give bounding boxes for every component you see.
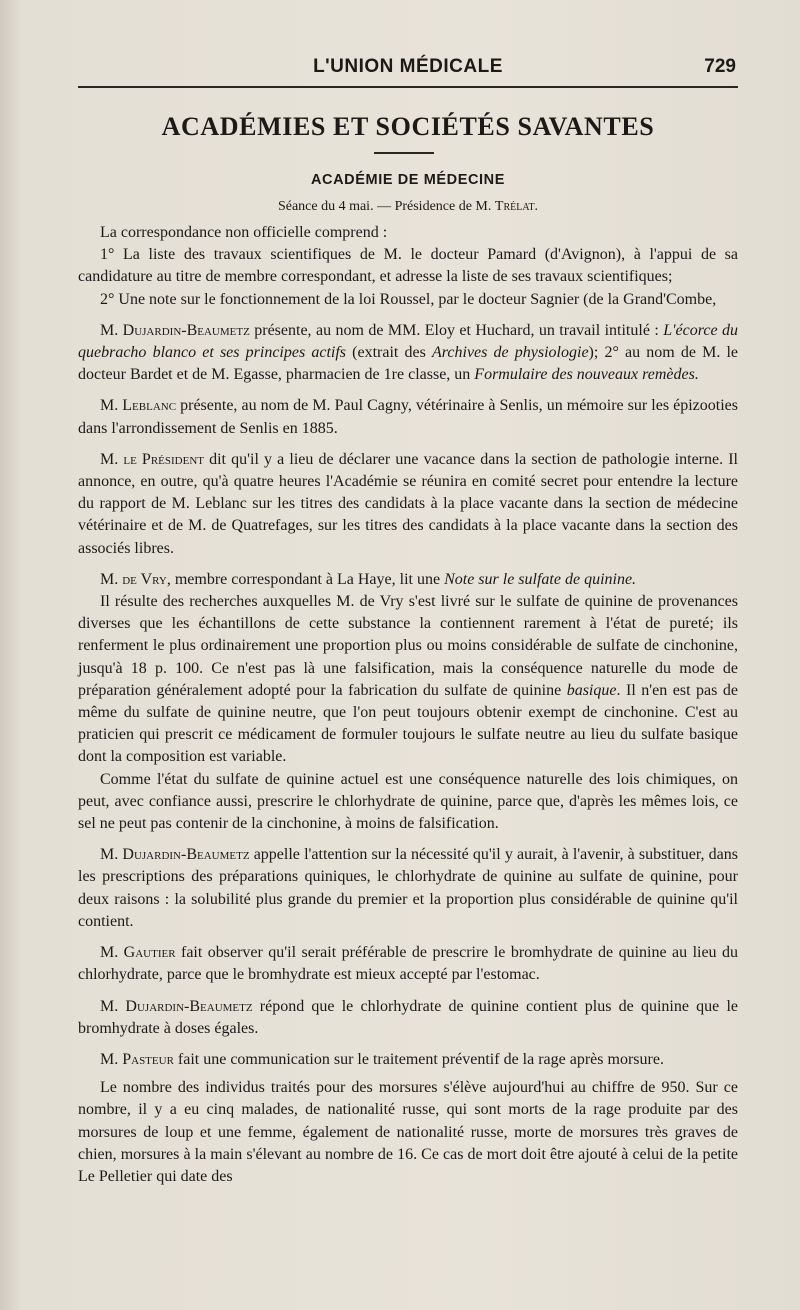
paragraph-leblanc: M. Leblanc présente, au nom de M. Paul Cagny, vétérinaire à Senlis, un mémoire sur les épizooties dans l'arrondissement de Senlis en 1885.	[78, 397, 738, 437]
paragraph-quinine-results: Il résulte des recherches auxquelles M. de Vry s'est livré sur le sulfate de quinine de provenances diverses que les échantillons de cette substance la contiennent rarement à l'état de pureté; ils renferment le plus ordinairement une proportion plus ou moins considérable de sulfate de cinchonine, jusqu'à 18 p. 100. Ce n'est pas là une falsification, mais la conséquence naturelle du mode de préparation généralement adopté pour la fabrication du sulfate de quinine basique. Il n'en est pas de même du sulfate de quinine neutre, que l'on peut toujours obtenir exempt de cinchonine. C'est au praticien qui prescrit ce médicament de formuler toujours le sulfate neutre au lieu du sulfate basique dont la composition est variable.	[78, 593, 738, 766]
paragraph-president: M. le Président dit qu'il y a lieu de déclarer une vacance dans la section de pathologie interne. Il annonce, en outre, qu'à quatre heures l'Académie se réunira en comité secret pour entendre la lecture du rapport de M. Leblanc sur les titres des candidats à la place vacante dans la section de médecine vétérinaire et de M. de Quatrefages, sur les titres des candidats à la place vacante dans la section des associés libres.	[78, 450, 738, 557]
speaker-name: M. Dujardin-Beaumetz	[100, 997, 253, 1015]
speaker-name: M. Dujardin-Beaumetz	[100, 321, 250, 339]
page-header	[78, 52, 738, 84]
formulary-title: Formulaire des nouveaux remèdes.	[474, 366, 699, 384]
page-number: 729	[704, 56, 736, 77]
running-title: L'UNION MÉDICALE	[313, 56, 503, 77]
speaker-name: M. le Président	[100, 450, 204, 468]
section-divider	[374, 152, 434, 154]
journal-title: Archives de physiologie	[432, 344, 589, 362]
speaker-name: M. Pasteur	[100, 1050, 174, 1068]
speaker-name: M. de Vry	[100, 570, 167, 588]
paragraph-de-vry: M. de Vry, membre correspondant à La Haye, lit une Note sur le sulfate de quinine.	[100, 570, 637, 588]
paragraph-item-1: 1° La liste des travaux scientifiques de M. le docteur Pamard (d'Avignon), à l'appui de sa candidature au titre de membre correspondant, et adresse la liste de ses travaux scientifiques;	[78, 246, 738, 286]
header-rule	[78, 86, 738, 88]
paragraph-dujardin-1: M. Dujardin-Beaumetz présente, au nom de MM. Eloy et Huchard, un travail intitulé : L'écorce du quebracho blanco et ses principes actifs (extrait des Archives de physiologie); 2° au nom de M. le docteur Bardet et de M. Egasse, pharmacien de 1re classe, un Formulaire des nouveaux remèdes.	[78, 321, 739, 384]
paragraph-item-2: 2° Une note sur le fonctionnement de la loi Roussel, par le docteur Sagnier (de la Grand'Combe,	[100, 290, 717, 308]
speaker-name: M. Gautier	[100, 944, 176, 962]
session-president: Trélat.	[494, 199, 539, 214]
paragraph-rabies-cases: Le nombre des individus traités pour des morsures s'élève aujourd'hui au chiffre de 950. Sur ce nombre, il y a eu cinq malades, de nationalité russe, qui sont morts de la rage produite par des morsures de loup et une femme, également de nationalité russe, morte de morsures très graves de chien, morsures à la main s'élevant au nombre de 16. Ce cas de mort doit être ajouté à celui de la petite Le Pelletier qui date des	[78, 1079, 738, 1185]
session-line	[78, 199, 738, 215]
article-body	[78, 222, 738, 1188]
work-title: L'écorce du quebracho blanco et ses principes actifs	[78, 321, 739, 362]
paragraph-correspondence: La correspondance non officielle comprend :	[100, 224, 388, 241]
note-title: Note sur le sulfate de quinine.	[444, 570, 637, 588]
subsection-title: ACADÉMIE DE MÉDECINE	[310, 172, 506, 188]
section-title: ACADÉMIES ET SOCIÉTÉS SAVANTES	[161, 112, 655, 141]
session-text: Séance du 4 mai. — Présidence de M.	[277, 199, 492, 214]
paragraph-dujardin-2: M. Dujardin-Beaumetz appelle l'attention sur la nécessité qu'il y aurait, à l'avenir, à substituer, dans les prescriptions des préparations quiniques, le chlorhydrate de quinine au sulfate de quinine, pour deux raisons : la solubilité plus grande du premier et la proportion plus considérable de quinine qu'il contient.	[78, 846, 738, 930]
speaker-name: M. Dujardin-Beaumetz	[100, 846, 250, 864]
paragraph-chlorhydrate: Comme l'état du sulfate de quinine actuel est une conséquence naturelle des lois chimiques, on peut, avec confiance aussi, prescrire le chlorhydrate de quinine, parce que, d'après les mêmes lois, ce sel ne peut pas contenir de la cinchonine, à moins de falsification.	[78, 770, 738, 833]
paragraph-dujardin-3: M. Dujardin-Beaumetz répond que le chlorhydrate de quinine contient plus de quinine que le bromhydrate à doses égales.	[78, 997, 738, 1037]
paragraph-pasteur: M. Pasteur fait une communication sur le traitement préventif de la rage après morsure.	[100, 1050, 664, 1068]
speaker-name: M. Leblanc	[100, 397, 177, 415]
paragraph-gautier: M. Gautier fait observer qu'il serait préférable de prescrire le bromhydrate de quinine au lieu du chlorhydrate, parce que le bromhydrate est mieux accepté par l'estomac.	[78, 944, 739, 984]
